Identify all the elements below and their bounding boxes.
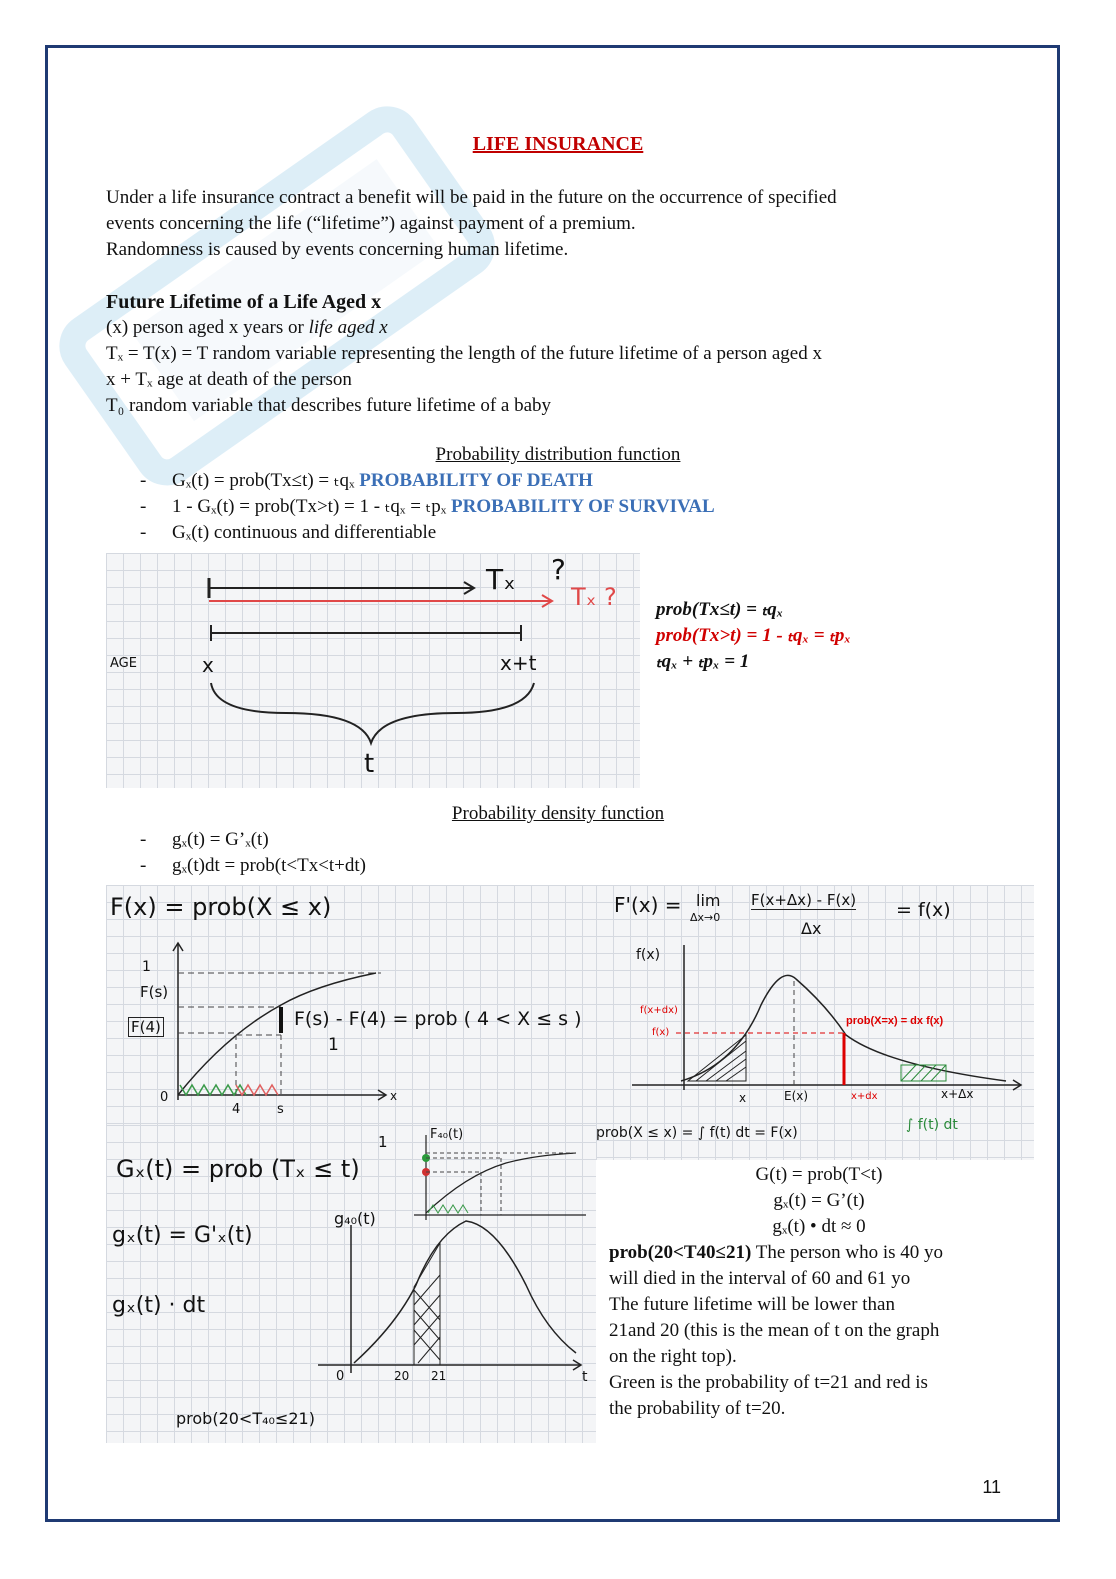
bullet-item: - Gₓ(t) = prob(Tx≤t) = ₜqₓ PROBABILITY OF DEATH bbox=[140, 470, 593, 491]
derivative-rhs: = f(x) bbox=[896, 899, 951, 921]
explanation-line: Green is the probability of t=21 and red is bbox=[609, 1372, 928, 1393]
intro-line: Under a life insurance contract a benefit will be paid in the future on the occurrence of specified bbox=[106, 187, 837, 208]
probability-annotation: prob(X=x) = dx f(x) bbox=[846, 1015, 944, 1027]
frac-numerator: F(x+Δx) - F(x) bbox=[751, 891, 857, 909]
tick-4: 4 bbox=[232, 1102, 241, 1117]
lim-sub: Δx→0 bbox=[690, 911, 721, 924]
cdf-eq-denominator: 1 bbox=[328, 1035, 339, 1055]
section-heading: Future Lifetime of a Life Aged x bbox=[106, 291, 382, 313]
integral-equation: prob(X ≤ x) = ∫ f(t) dt = F(x) bbox=[596, 1125, 798, 1141]
explanation-line: G(t) = prob(T<t) bbox=[755, 1164, 883, 1185]
g-dt: gₓ(t) · dt bbox=[112, 1293, 206, 1318]
explanation-line: will died in the interval of 60 and 61 yo bbox=[609, 1268, 911, 1289]
explanation-line: 21and 20 (this is the mean of t on the graph bbox=[609, 1320, 940, 1341]
section-line: x + Tₓ age at death of the person bbox=[106, 369, 352, 390]
explanation-line: The future lifetime will be lower than bbox=[609, 1294, 895, 1315]
bullet-item: - gₓ(t) = G’ₓ(t) bbox=[140, 829, 269, 850]
cdf-equation: F(s) - F(4) = prob ( 4 < X ≤ s ) bbox=[294, 1008, 582, 1030]
side-formulas bbox=[656, 597, 851, 675]
explanation-line: the probability of t=20. bbox=[609, 1398, 786, 1419]
tick-20: 20 bbox=[394, 1369, 410, 1383]
origin-label: 0 bbox=[160, 1090, 169, 1105]
distribution-bullets bbox=[140, 468, 715, 546]
xt-label: x+t bbox=[500, 651, 537, 675]
formula-line: prob(Tx>t) = 1 - ₜqₓ = ₜpₓ bbox=[656, 625, 851, 646]
t-label: t bbox=[364, 749, 375, 779]
bullet-item: - 1 - Gₓ(t) = prob(Tx>t) = 1 - ₜqₓ = ₜpₓ PROBABILITY OF SURVIVAL bbox=[140, 496, 715, 517]
age-label: AGE bbox=[110, 656, 137, 671]
label-one: 1 bbox=[142, 959, 151, 975]
derivative-lhs: F'(x) = bbox=[614, 893, 682, 917]
mean-label: E(x) bbox=[784, 1089, 809, 1103]
xdx2-tick: x+Δx bbox=[941, 1087, 974, 1101]
tick-s: s bbox=[277, 1102, 284, 1117]
page-title: LIFE INSURANCE bbox=[472, 133, 644, 155]
tick-21: 21 bbox=[431, 1369, 447, 1383]
lifetime-density-figure bbox=[106, 1125, 596, 1443]
xdx-tick: x+dx bbox=[851, 1091, 878, 1102]
explanation-line: gₓ(t) • dt ≈ 0 bbox=[772, 1216, 866, 1237]
lifetime-section bbox=[106, 289, 822, 419]
lim-label: lim bbox=[696, 891, 721, 910]
green-integral: ∫ f(t) dt bbox=[906, 1117, 958, 1133]
distribution-heading: Probability distribution function bbox=[435, 444, 681, 465]
f-xdx-label: f(x+dx) bbox=[640, 1005, 678, 1016]
section-line: (x) person aged x years or life aged x bbox=[106, 317, 388, 338]
section-line: T₀ random variable that describes future lifetime of a baby bbox=[106, 395, 552, 416]
tx-label: Tₓ bbox=[486, 563, 516, 596]
prob-interval: prob(20<T₄₀≤21) bbox=[176, 1409, 315, 1428]
density-figure bbox=[596, 885, 1034, 1160]
g-definition: Gₓ(t) = prob (Tₓ ≤ t) bbox=[116, 1155, 360, 1183]
formula-line: prob(Tx≤t) = ₜqₓ bbox=[656, 599, 784, 620]
label-fs: F(s) bbox=[140, 983, 169, 1001]
intro-paragraph bbox=[106, 185, 837, 263]
cdf-title: F(x) = prob(X ≤ x) bbox=[110, 893, 332, 921]
origin-label: 0 bbox=[336, 1369, 345, 1384]
bullet-item: - gₓ(t)dt = prob(t<Tx<t+dt) bbox=[140, 855, 367, 876]
f40-label: F₄₀(t) bbox=[430, 1127, 464, 1142]
lifetime-diagram bbox=[106, 553, 640, 788]
tx-red-label: Tₓ ? bbox=[571, 583, 617, 611]
g-derivative: gₓ(t) = G'ₓ(t) bbox=[112, 1223, 253, 1248]
fx-axis-label: f(x) bbox=[636, 947, 661, 963]
density-heading: Probability density function bbox=[451, 803, 665, 824]
page-number: 11 bbox=[982, 1477, 1001, 1497]
section-line: Tₓ = T(x) = T random variable representing the length of the future lifetime of a person aged x bbox=[106, 343, 822, 364]
label-f4: F(4) bbox=[128, 1017, 164, 1037]
x-tick: x bbox=[739, 1091, 747, 1105]
explanation-line: gₓ(t) = G’(t) bbox=[773, 1190, 865, 1211]
x-axis-label: x bbox=[390, 1089, 398, 1103]
frac-denominator: Δx bbox=[801, 919, 822, 938]
explanation-block bbox=[609, 1162, 1029, 1422]
x-label: x bbox=[202, 653, 214, 677]
formula-line: ₜqₓ + ₜpₓ = 1 bbox=[656, 651, 750, 672]
f-x-label: f(x) bbox=[652, 1027, 670, 1038]
explanation-line: prob(20<T40≤21) The person who is 40 yo bbox=[609, 1242, 944, 1263]
intro-line: Randomness is caused by events concerning human lifetime. bbox=[106, 239, 569, 260]
question-mark: ? bbox=[551, 553, 566, 586]
cdf-figure bbox=[106, 885, 596, 1125]
bullet-item: - Gₓ(t) continuous and differentiable bbox=[140, 522, 437, 543]
t-axis-label: t bbox=[582, 1369, 588, 1385]
g40-label: g₄₀(t) bbox=[334, 1209, 376, 1228]
intro-line: events concerning the life (“lifetime”) against payment of a premium. bbox=[106, 213, 636, 234]
density-bullets bbox=[140, 827, 366, 879]
one-label: 1 bbox=[378, 1133, 388, 1151]
explanation-line: on the right top). bbox=[609, 1346, 737, 1367]
